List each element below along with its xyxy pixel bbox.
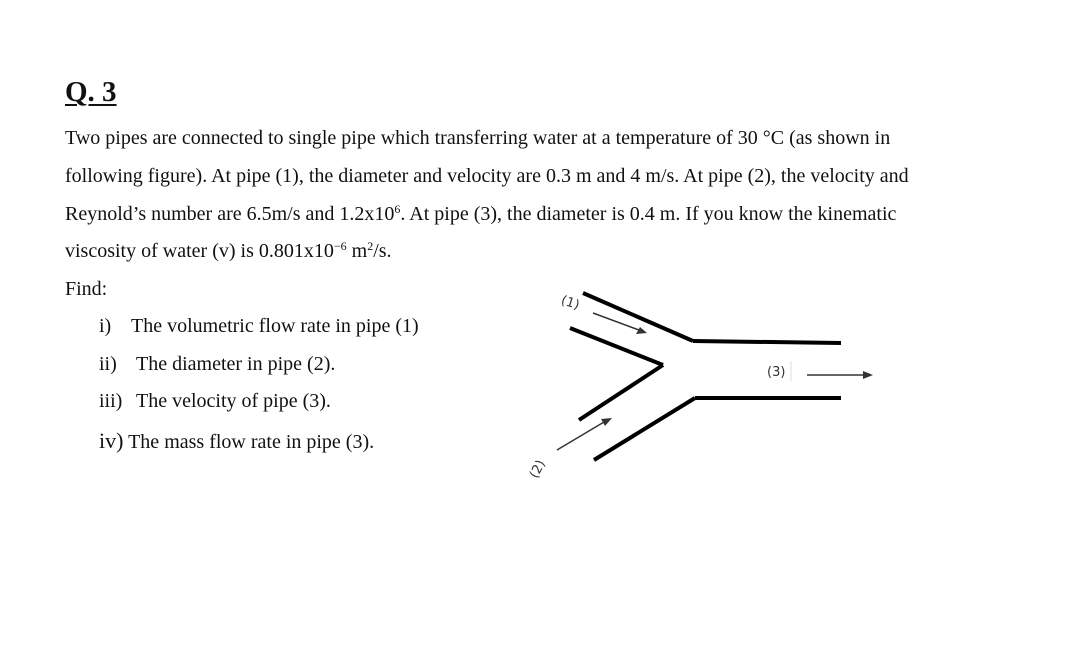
- problem-text-line-1: Two pipes are connected to single pipe which transferring water at a temperature of 30 °C (as shown in: [65, 127, 891, 149]
- task-text: The velocity of pipe (3).: [136, 390, 331, 412]
- pipe1-flow-arrowhead: [636, 327, 647, 334]
- pipe1-label: (1): [559, 293, 582, 314]
- task-text: The diameter in pipe (2).: [136, 353, 336, 375]
- task-number: i): [99, 315, 112, 337]
- question-title: Q. 3: [65, 76, 117, 108]
- problem-text-line-2: following figure). At pipe (1), the diameter and velocity are 0.3 m and 4 m/s. At pipe (2), the velocity and: [65, 165, 909, 187]
- pipe-junction-diagram: [515, 275, 885, 485]
- problem-text-line-3: [65, 201, 896, 227]
- pipe2-label: (2): [527, 457, 549, 482]
- task-number: ii): [99, 353, 117, 375]
- task-text: The volumetric flow rate in pipe (1): [131, 315, 419, 337]
- pipe3-diameter-text: . At pipe (3), the diameter is 0.4 m. If you know the kinematic: [400, 203, 897, 225]
- task-item-2: [99, 351, 335, 377]
- problem-text-line-4: [65, 238, 392, 264]
- viscosity-unit-m: m: [346, 240, 368, 262]
- find-label: Find:: [65, 278, 108, 300]
- task-item-1: [99, 313, 439, 339]
- task-item-3: [99, 388, 331, 414]
- task-text: The mass flow rate in pipe (3).: [128, 431, 375, 453]
- pipe2-flow-arrow: [557, 422, 604, 450]
- pipe1-inner-wall: [570, 328, 663, 365]
- pipe2-outer-wall: [594, 398, 695, 460]
- pipe2-inner-wall: [579, 365, 663, 420]
- task-number: iii): [99, 390, 123, 412]
- reynolds-text: Reynold’s number are 6.5m/s and 1.2x10: [65, 203, 395, 225]
- viscosity-exponent: −6: [333, 239, 347, 253]
- viscosity-text: viscosity of water (v) is 0.801x10: [65, 240, 334, 262]
- task-number: iv): [99, 428, 124, 453]
- pipe3-upper-wall: [693, 341, 841, 343]
- reynolds-exponent: 6: [394, 202, 401, 216]
- viscosity-unit-s: /s.: [373, 240, 392, 262]
- pipe3-label: (3): [767, 365, 786, 380]
- pipe3-flow-arrowhead: [863, 371, 873, 379]
- viscosity-unit-exponent: 2: [367, 239, 374, 253]
- task-item-4: [99, 428, 374, 455]
